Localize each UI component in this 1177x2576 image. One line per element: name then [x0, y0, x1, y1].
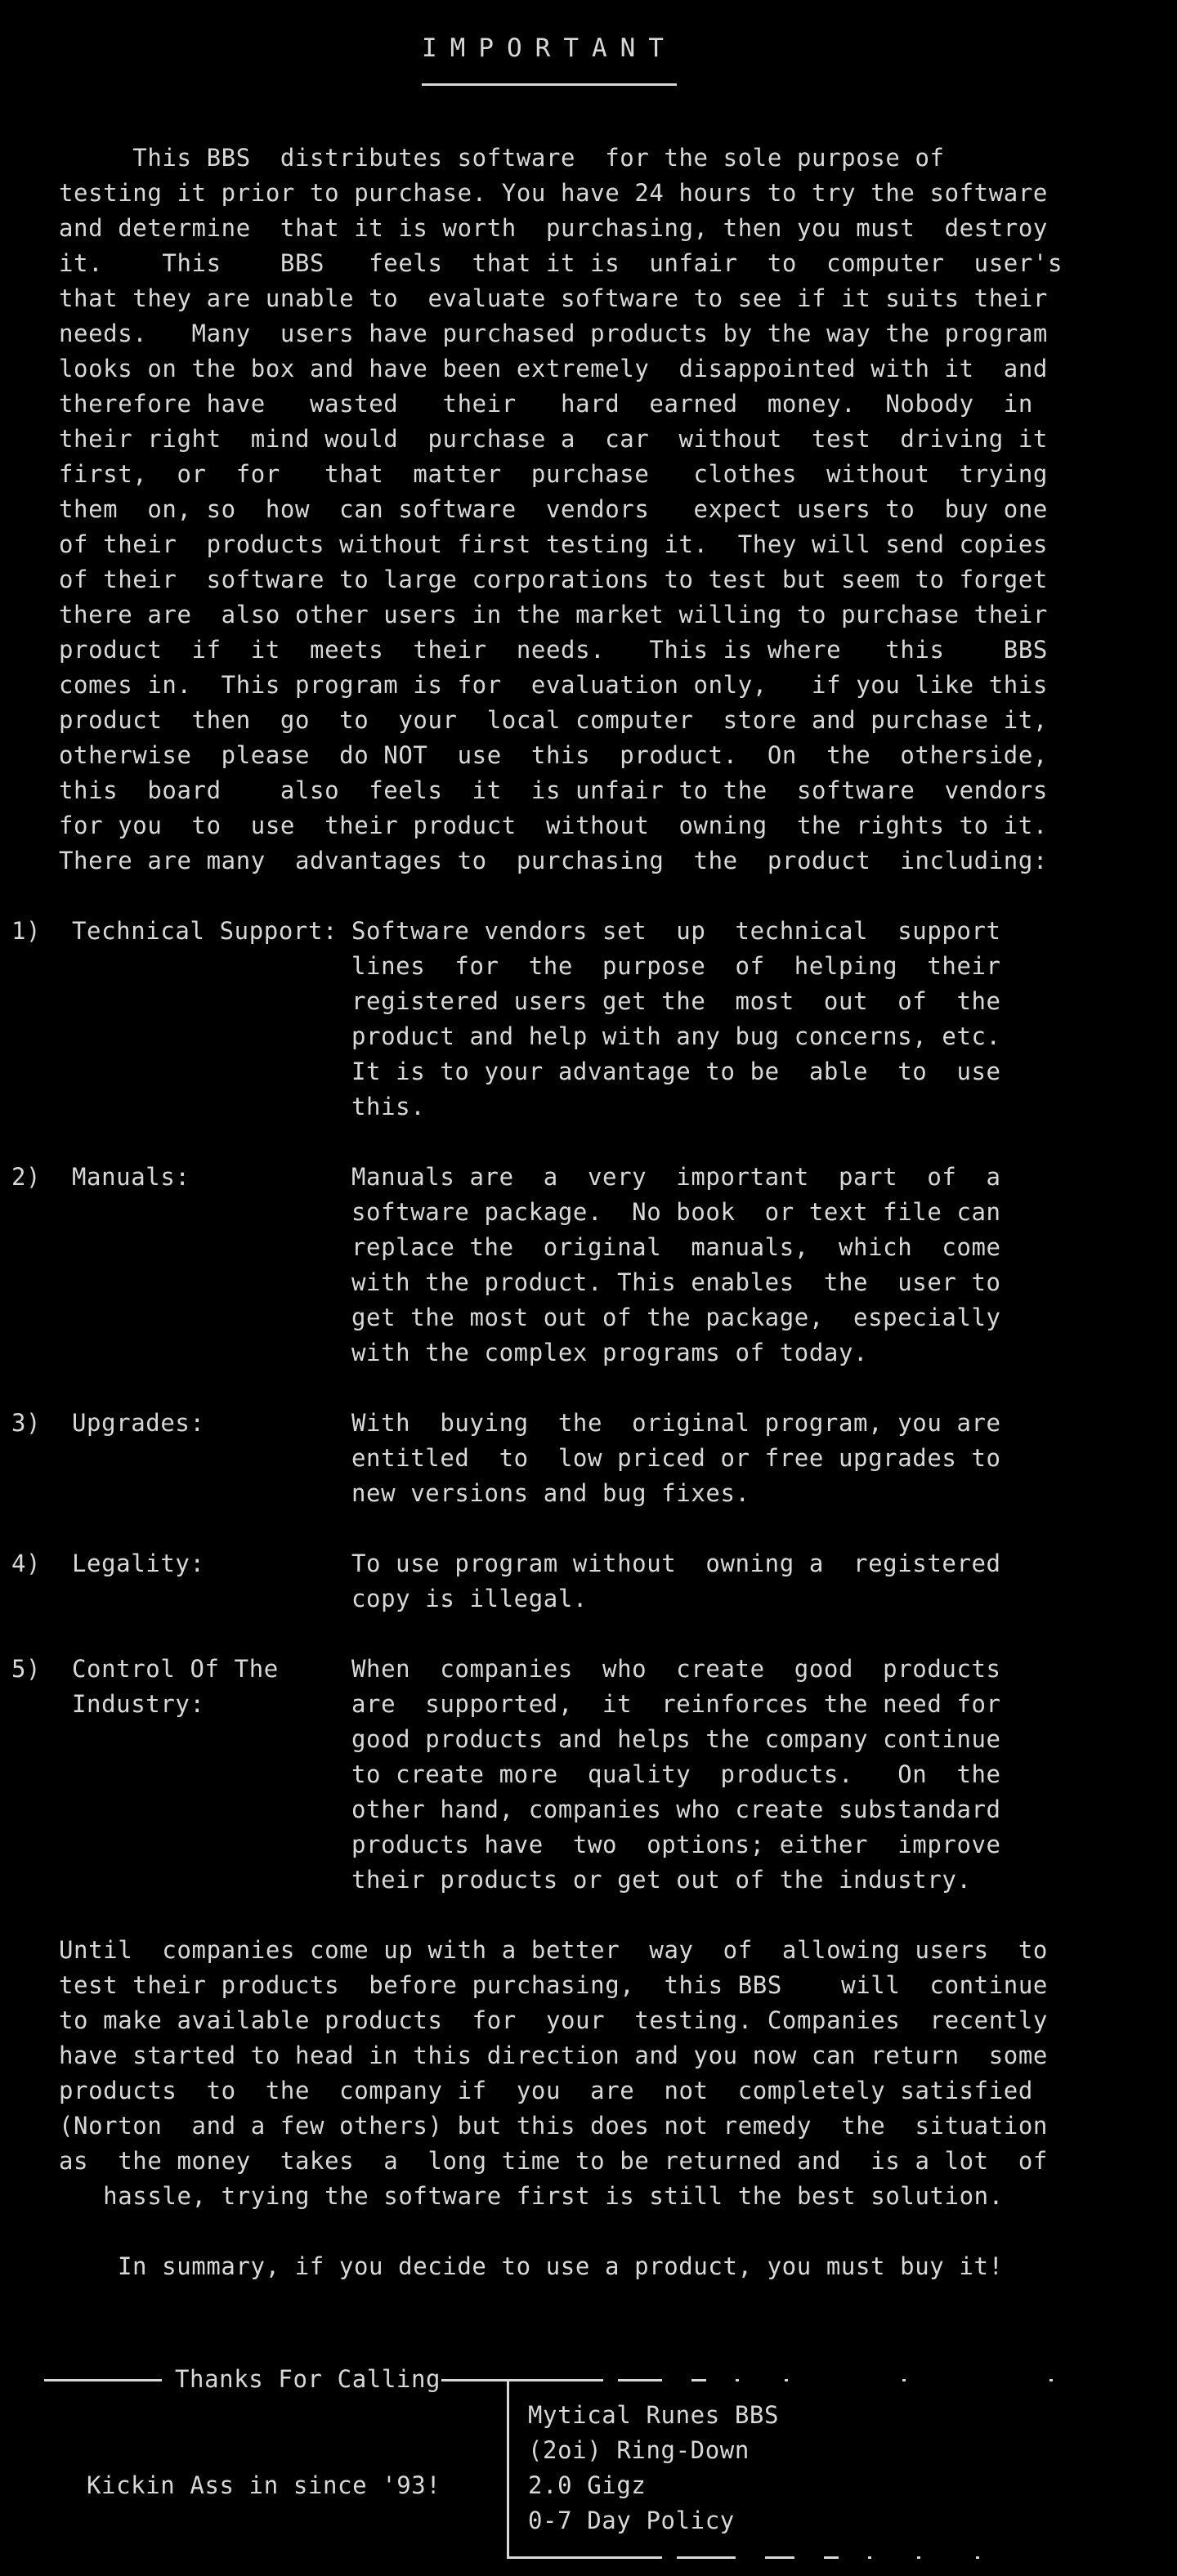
item-text-line: with the complex programs of today.: [351, 1339, 869, 1366]
item-label: Control Of The: [72, 1655, 279, 1683]
box-top-dash: [691, 2379, 706, 2381]
item-label: Upgrades:: [72, 1409, 205, 1437]
bbs-policy: 0-7 Day Policy: [528, 2507, 735, 2534]
item-text-line: new versions and bug fixes.: [351, 1479, 750, 1507]
box-bottom-dot: [868, 2556, 871, 2559]
box-top-dot: [785, 2379, 788, 2381]
intro-line: product if it meets their needs. This is where this BBS: [59, 636, 1048, 664]
box-top-dot: [736, 2379, 739, 2381]
title-underline: [422, 83, 677, 86]
item-text-line: with the product. This enables the user to: [351, 1268, 1001, 1296]
intro-line: otherwise please do NOT use this product. On the otherside,: [59, 741, 1048, 769]
intro-line: comes in. This program is for evaluation only, if you like this: [59, 671, 1048, 699]
intro-line: for you to use their product without owning the rights to it.: [59, 812, 1048, 839]
intro-line: that they are unable to evaluate software to see if it suits their: [59, 284, 1048, 312]
item-text-line: With buying the original program, you are: [351, 1409, 1001, 1437]
closing-line: Until companies come up with a better way of allowing users to: [59, 1936, 1048, 1964]
intro-line: There are many advantages to purchasing the product including:: [59, 847, 1048, 874]
item-text-line: product and help with any bug concerns, etc.: [351, 1022, 1001, 1050]
item-text-line: to create more quality products. On the: [351, 1760, 1001, 1788]
box-bottom-dash: [765, 2556, 794, 2559]
box-bottom-dot: [917, 2556, 920, 2559]
bbs-storage: 2.0 Gigz: [528, 2471, 647, 2499]
item-text-line: replace the original manuals, which come: [351, 1233, 1001, 1261]
item-text-line: good products and helps the company continue: [351, 1725, 1001, 1753]
intro-line: testing it prior to purchase. You have 24 hours to try the software: [59, 179, 1048, 207]
intro-line: This BBS distributes software for the sole purpose of: [59, 144, 945, 172]
box-bottom-edge: [507, 2556, 662, 2559]
item-text-line: this.: [351, 1093, 426, 1120]
box-top-dash: [618, 2379, 662, 2381]
footer-rule-mid: [441, 2379, 507, 2381]
intro-line: looks on the box and have been extremely disappointed with it and: [59, 355, 1048, 382]
item-text-line: products have two options; either improve: [351, 1831, 1001, 1858]
item-text-line: are supported, it reinforces the need for: [351, 1690, 1001, 1718]
intro-line: product then go to your local computer store and purchase it,: [59, 706, 1048, 734]
item-text-line: software package. No book or text file can: [351, 1198, 1001, 1226]
intro-line: there are also other users in the market willing to purchase their: [59, 601, 1048, 628]
intro-line: this board also feels it is unfair to the software vendors: [59, 776, 1048, 804]
bbs-phone: (2oi) Ring-Down: [528, 2436, 750, 2464]
intro-line: therefore have wasted their hard earned money. Nobody in: [59, 390, 1033, 418]
item-number: 1): [11, 917, 42, 945]
item-text-line: other hand, companies who create substandard: [351, 1796, 1001, 1823]
item-label: Legality:: [72, 1550, 205, 1577]
item-text-line: When companies who create good products: [351, 1655, 1001, 1683]
intro-line: them on, so how can software vendors expect users to buy one: [59, 495, 1048, 523]
intro-line: of their products without first testing it. They will send copies: [59, 530, 1048, 558]
item-text-line: copy is illegal.: [351, 1585, 588, 1612]
closing-line: to make available products for your testing. Companies recently: [59, 2006, 1048, 2034]
item-text-line: lines for the purpose of helping their: [351, 952, 1001, 980]
box-bottom-dash: [677, 2556, 736, 2559]
intro-line: it. This BBS feels that it is unfair to computer user's: [59, 249, 1063, 277]
page-title: IMPORTANT: [422, 34, 677, 63]
thanks-text: Thanks For Calling: [175, 2365, 441, 2393]
motto-text: Kickin Ass in since '93!: [87, 2471, 441, 2499]
intro-line: first, or for that matter purchase clothes without trying: [59, 460, 1048, 488]
box-top-edge: [507, 2379, 603, 2381]
closing-line: have started to head in this direction and you now can return some: [59, 2042, 1048, 2069]
item-text-line: Software vendors set up technical support: [351, 917, 1001, 945]
closing-line: test their products before purchasing, this BBS will continue: [59, 1971, 1048, 1999]
box-bottom-dot: [976, 2556, 979, 2559]
closing-line: products to the company if you are not completely satisfied: [59, 2077, 1033, 2104]
item-number: 2): [11, 1163, 42, 1191]
box-top-dot: [1049, 2379, 1053, 2381]
item-text-line: entitled to low priced or free upgrades to: [351, 1444, 1001, 1472]
item-label: Technical Support:: [72, 917, 338, 945]
footer-rule-left: [44, 2379, 162, 2381]
item-number: 4): [11, 1550, 42, 1577]
item-text-line: Manuals are a very important part of a: [351, 1163, 1001, 1191]
item-label: Industry:: [72, 1690, 205, 1718]
box-left-edge: [507, 2379, 509, 2559]
summary-line: In summary, if you decide to use a product, you must buy it!: [118, 2252, 1004, 2280]
item-text-line: get the most out of the package, especially: [351, 1304, 1001, 1331]
closing-line: as the money takes a long time to be returned and is a lot of: [59, 2147, 1048, 2175]
item-text-line: To use program without owning a registered: [351, 1550, 1001, 1577]
box-top-dot: [902, 2379, 906, 2381]
bbs-name: Mytical Runes BBS: [528, 2401, 780, 2429]
intro-line: their right mind would purchase a car without test driving it: [59, 425, 1048, 453]
item-text-line: It is to your advantage to be able to use: [351, 1058, 1001, 1085]
item-text-line: registered users get the most out of the: [351, 987, 1001, 1015]
item-number: 5): [11, 1655, 42, 1683]
closing-line: (Norton and a few others) but this does not remedy the situation: [59, 2112, 1048, 2140]
item-number: 3): [11, 1409, 42, 1437]
box-bottom-dash: [824, 2556, 839, 2559]
item-label: Manuals:: [72, 1163, 190, 1191]
intro-line: of their software to large corporations to test but seem to forget: [59, 566, 1048, 593]
intro-line: needs. Many users have purchased products by the way the program: [59, 320, 1048, 347]
item-text-line: their products or get out of the industry.: [351, 1866, 972, 1894]
closing-line: hassle, trying the software first is still the best solution.: [59, 2182, 1004, 2210]
intro-line: and determine that it is worth purchasing, then you must destroy: [59, 214, 1048, 242]
